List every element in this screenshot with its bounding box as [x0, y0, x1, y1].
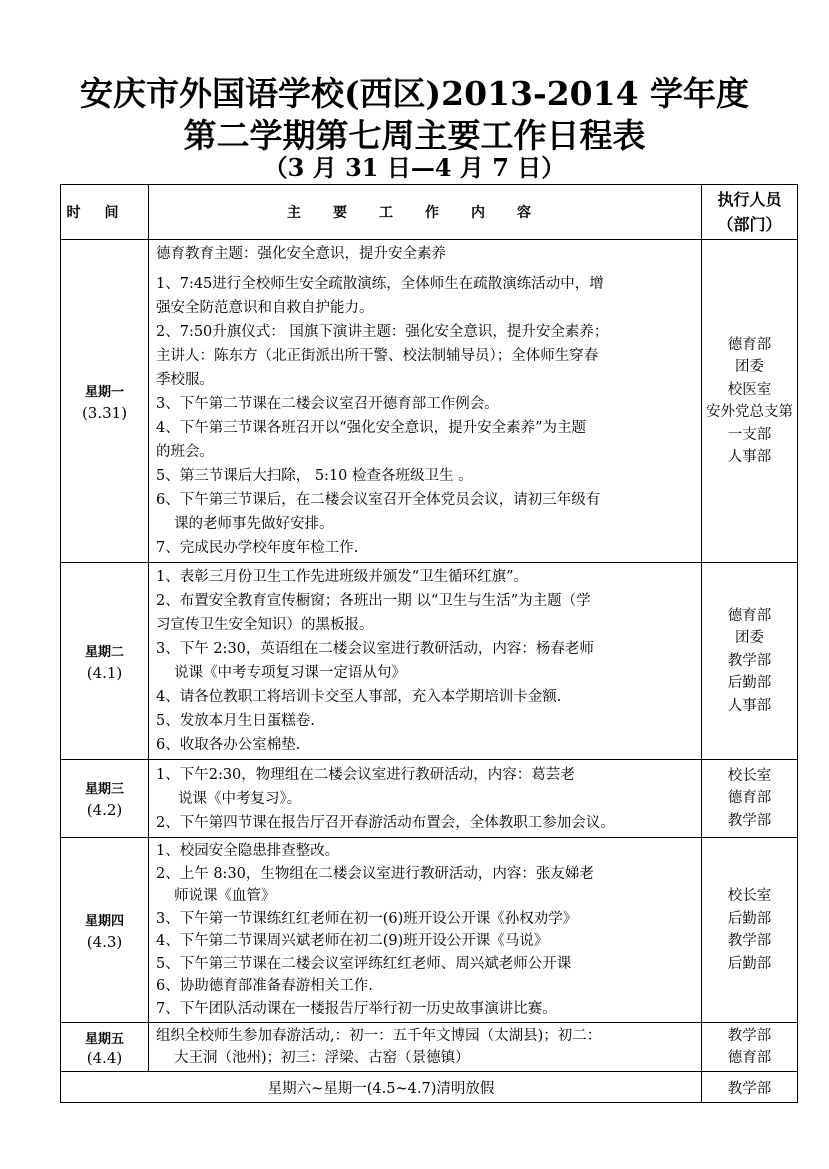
dept-item: 团委: [735, 630, 764, 647]
list-item: 季校服。: [156, 372, 214, 388]
list-item: 2、上午 8:30，生物组在二楼会议室进行教研活动，内容：张友娣老: [156, 865, 594, 882]
list-item: 习宣传卫生安全知识）的黑板报。: [156, 617, 374, 633]
list-item: 7、下午团队活动课在一楼报告厅举行初一历史故事演讲比赛。: [156, 1000, 557, 1017]
list-item: 3、下午第一节课练红红老师在初一(6)班开设公开课《孙权劝学》: [156, 910, 578, 927]
list-item: 4、下午第三节课各班召开以“强化安全意识，提升安全素养”为主题: [156, 420, 587, 436]
title-line-2: 第二学期第七周主要工作日程表: [183, 116, 646, 155]
dept-item: 人事部: [727, 449, 772, 465]
dept-item: 后勤部: [727, 910, 772, 927]
list-item: 1、下午2:30，物理组在二楼会议室进行教研活动，内容：葛芸老: [156, 766, 575, 783]
dept-cell-thursday: [702, 838, 798, 1023]
list-item: 德育教育主题：强化安全意识，提升安全素养: [156, 246, 446, 262]
day-date: (4.3): [86, 932, 123, 951]
day-date: (4.2): [86, 801, 123, 819]
day-name: 星期二: [84, 644, 124, 660]
list-item: 3、下午第二节课在二楼会议室召开德育部工作例会。: [156, 396, 499, 412]
table-header-row: [61, 185, 798, 240]
day-cell-monday: [61, 240, 149, 563]
dept-item: 校医室: [727, 381, 772, 398]
dept-item: 一支部: [727, 426, 772, 443]
dept-item: 人事部: [727, 697, 772, 714]
list-item: 2、布置安全教育宣传橱窗；各班出一期 以“卫生与生活”为主题（学: [156, 593, 591, 609]
dept-item: 安外党总支第: [706, 404, 793, 420]
dept-cell-friday: [702, 1023, 798, 1072]
day-name: 星期五: [84, 1031, 124, 1047]
day-date: (4.1): [86, 663, 123, 682]
table-row-tuesday: [61, 563, 798, 760]
list-item: 的班会。: [156, 444, 214, 460]
list-item: 4、请各位教职工将培训卡交至人事部，充入本学期培训卡金额.: [156, 689, 562, 705]
dept-item: 教学部: [727, 812, 772, 829]
list-item: 1、校园安全隐患排查整改。: [156, 843, 340, 859]
content-cell-friday: [149, 1023, 702, 1072]
dept-item: 教学部: [727, 933, 772, 949]
list-item: 大王洞（池州)；初三：浮梁、古窑（景德镇）: [174, 1050, 470, 1066]
day-cell-wednesday: [61, 760, 149, 838]
day-date: (4.4): [86, 1048, 123, 1067]
day-name: 星期四: [84, 913, 124, 929]
list-item: 1、表彰三月份卫生工作先进班级并颁发“卫生循环红旗”。: [156, 569, 529, 585]
list-item: 主讲人：陈东方（北正街派出所干警、校法制辅导员）；全体师生穿春: [156, 348, 599, 364]
dept-item: 团委: [735, 359, 764, 375]
list-item: 4、下午第二节课周兴斌老师在初二(9)班开设公开课《马说》: [156, 933, 549, 949]
dept-item: 校长室: [727, 888, 772, 904]
dept-item: 后勤部: [727, 955, 772, 972]
holiday-text: 星期六~星期一(4.5~4.7)清明放假: [61, 1072, 702, 1103]
content-cell-wednesday: [149, 760, 702, 838]
header-content: 主要工作内容: [149, 185, 702, 240]
day-date: (3.31): [81, 403, 128, 422]
content-cell-monday: [149, 240, 702, 563]
content-cell-tuesday: [149, 563, 702, 760]
list-item: 强安全防范意识和自救自护能力。: [156, 300, 374, 316]
dept-item: 德育部: [727, 1050, 772, 1066]
dept-cell-tuesday: [702, 563, 798, 760]
table-row-monday: [61, 240, 798, 563]
list-item: 6、下午第三节课后，在二楼会议室召开全体党员会议，请初三年级有: [156, 492, 601, 508]
title-line-1: 安庆市外国语学校(西区)2013-2014 学年度: [79, 74, 750, 113]
dept-item: 教学部: [727, 1027, 772, 1044]
list-item: 7、完成民办学校年度年检工作.: [156, 540, 359, 556]
schedule-table: [60, 184, 798, 1103]
list-item: 5、发放本月生日蛋糕卷.: [156, 713, 315, 729]
header-executor: 执行人员 （部门）: [702, 185, 798, 240]
list-item: 6、协助德育部准备春游相关工作.: [156, 978, 373, 994]
dept-cell-wednesday: [702, 760, 798, 838]
day-cell-friday: [61, 1023, 149, 1072]
dept-item: 教学部: [727, 652, 772, 669]
list-item: 2、下午第四节课在报告厅召开春游活动布置会，全体教职工参加会议。: [156, 814, 615, 831]
list-item: 5、第三节课后大扫除， 5:10 检查各班级卫生 。: [156, 468, 473, 484]
dept-item: 后勤部: [727, 675, 772, 692]
day-cell-tuesday: [61, 563, 149, 760]
list-item: 3、下午 2:30，英语组在二楼会议室进行教研活动，内容：杨春老师: [156, 641, 594, 657]
list-item: 5、下午第三节课在二楼会议室评练红红老师、周兴斌老师公开课: [156, 955, 572, 972]
dept-item: 德育部: [727, 790, 772, 807]
content-cell-thursday: [149, 838, 702, 1023]
list-item: 说课《中考复习》。: [178, 790, 302, 807]
day-name: 星期一: [84, 384, 124, 400]
list-item: 课的老师事先做好安排。: [174, 516, 334, 532]
list-item: 1、7:45进行全校师生安全疏散演练，全体师生在疏散演练活动中，增: [156, 276, 604, 292]
table-row-wednesday: [61, 760, 798, 838]
title-date-range: （3 月 31 日—4 月 7 日）: [263, 153, 566, 182]
holiday-dept: 教学部: [702, 1072, 798, 1103]
list-item: 师说课《血管》: [174, 888, 276, 904]
list-item: 组织全校师生参加春游活动,：初一：五千年文博园（太湖县)；初二：: [156, 1028, 602, 1044]
list-item: 说课《中考专项复习课一定语从句》: [174, 665, 406, 681]
header-time: 时间: [61, 185, 149, 240]
dept-cell-monday: [702, 240, 798, 563]
dept-item: 校长室: [727, 767, 772, 784]
list-item: 2、7:50升旗仪式： 国旗下演讲主题：强化安全意识，提升安全素养；: [156, 324, 609, 340]
day-name: 星期三: [84, 782, 124, 797]
table-row-holiday: [61, 1072, 798, 1103]
list-item: 6、收取各办公室棉垫.: [156, 737, 301, 753]
dept-item: 德育部: [727, 336, 772, 353]
dept-item: 德育部: [727, 607, 772, 624]
table-row-thursday: [61, 838, 798, 1023]
table-row-friday: [61, 1023, 798, 1072]
day-cell-thursday: [61, 838, 149, 1023]
